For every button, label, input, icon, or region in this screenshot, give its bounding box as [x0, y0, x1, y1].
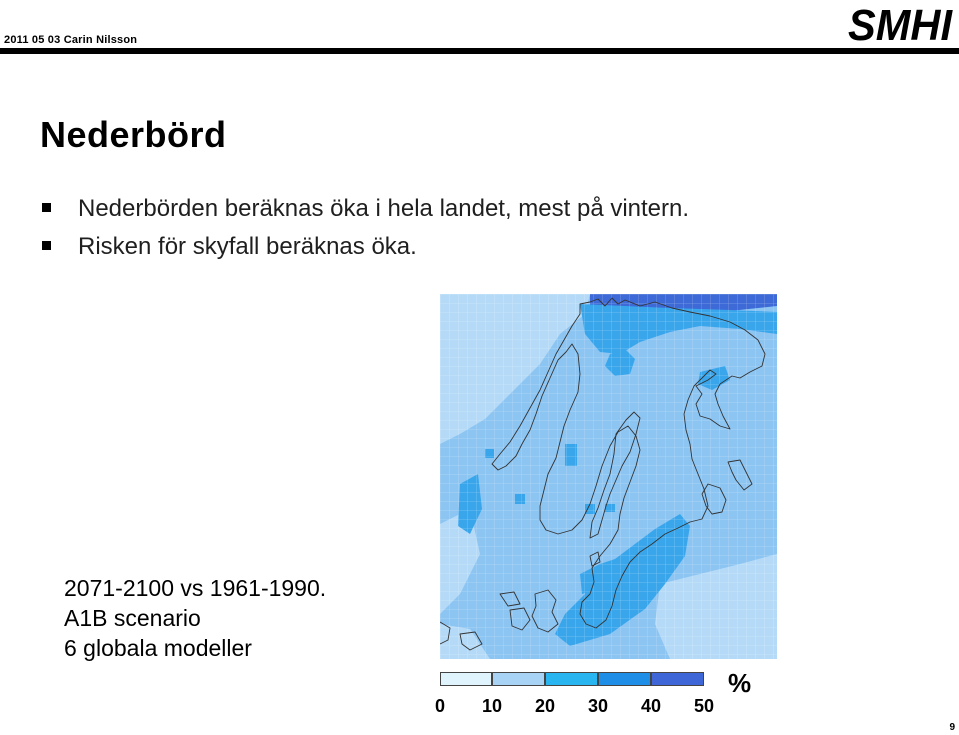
smhi-logo [845, 2, 955, 46]
legend-swatch [651, 672, 704, 686]
logo-text: SMHI [848, 2, 953, 46]
header-divider [0, 48, 959, 54]
bullet-list [40, 190, 689, 266]
legend-tick-label: 10 [481, 696, 503, 716]
legend-tick-label: 0 [434, 696, 446, 716]
precipitation-change-map [440, 294, 777, 659]
legend-tick-label: 30 [587, 696, 609, 716]
caption-period: 2071-2100 vs 1961-1990. [64, 575, 327, 601]
caption-models: 6 globala modeller [64, 635, 252, 661]
legend-swatch [545, 672, 598, 686]
map-svg [440, 294, 777, 659]
legend-unit: % [728, 668, 752, 698]
bullet-item [40, 190, 689, 228]
map-grid-overlay [440, 294, 777, 659]
bullet-text: Nederbörden beräknas öka i hela landet, mest på vintern. [78, 195, 690, 222]
legend-tick-label: 40 [640, 696, 662, 716]
legend-swatch [598, 672, 651, 686]
bullet-text: Risken för skyfall beräknas öka. [78, 233, 417, 260]
bullet-item [40, 228, 689, 266]
square-bullet-icon [42, 203, 51, 212]
legend-tick-label: 50 [693, 696, 715, 716]
page-number: 9 [949, 722, 955, 733]
map-caption [64, 573, 326, 663]
square-bullet-icon [42, 241, 51, 250]
color-legend [435, 668, 765, 720]
legend-tick-label: 20 [534, 696, 556, 716]
legend-swatch [440, 672, 492, 686]
caption-scenario: A1B scenario [64, 605, 201, 631]
legend-swatch [492, 672, 545, 686]
slide-title: Nederbörd [40, 114, 227, 155]
header-meta: 2011 05 03 Carin Nilsson [4, 34, 138, 46]
